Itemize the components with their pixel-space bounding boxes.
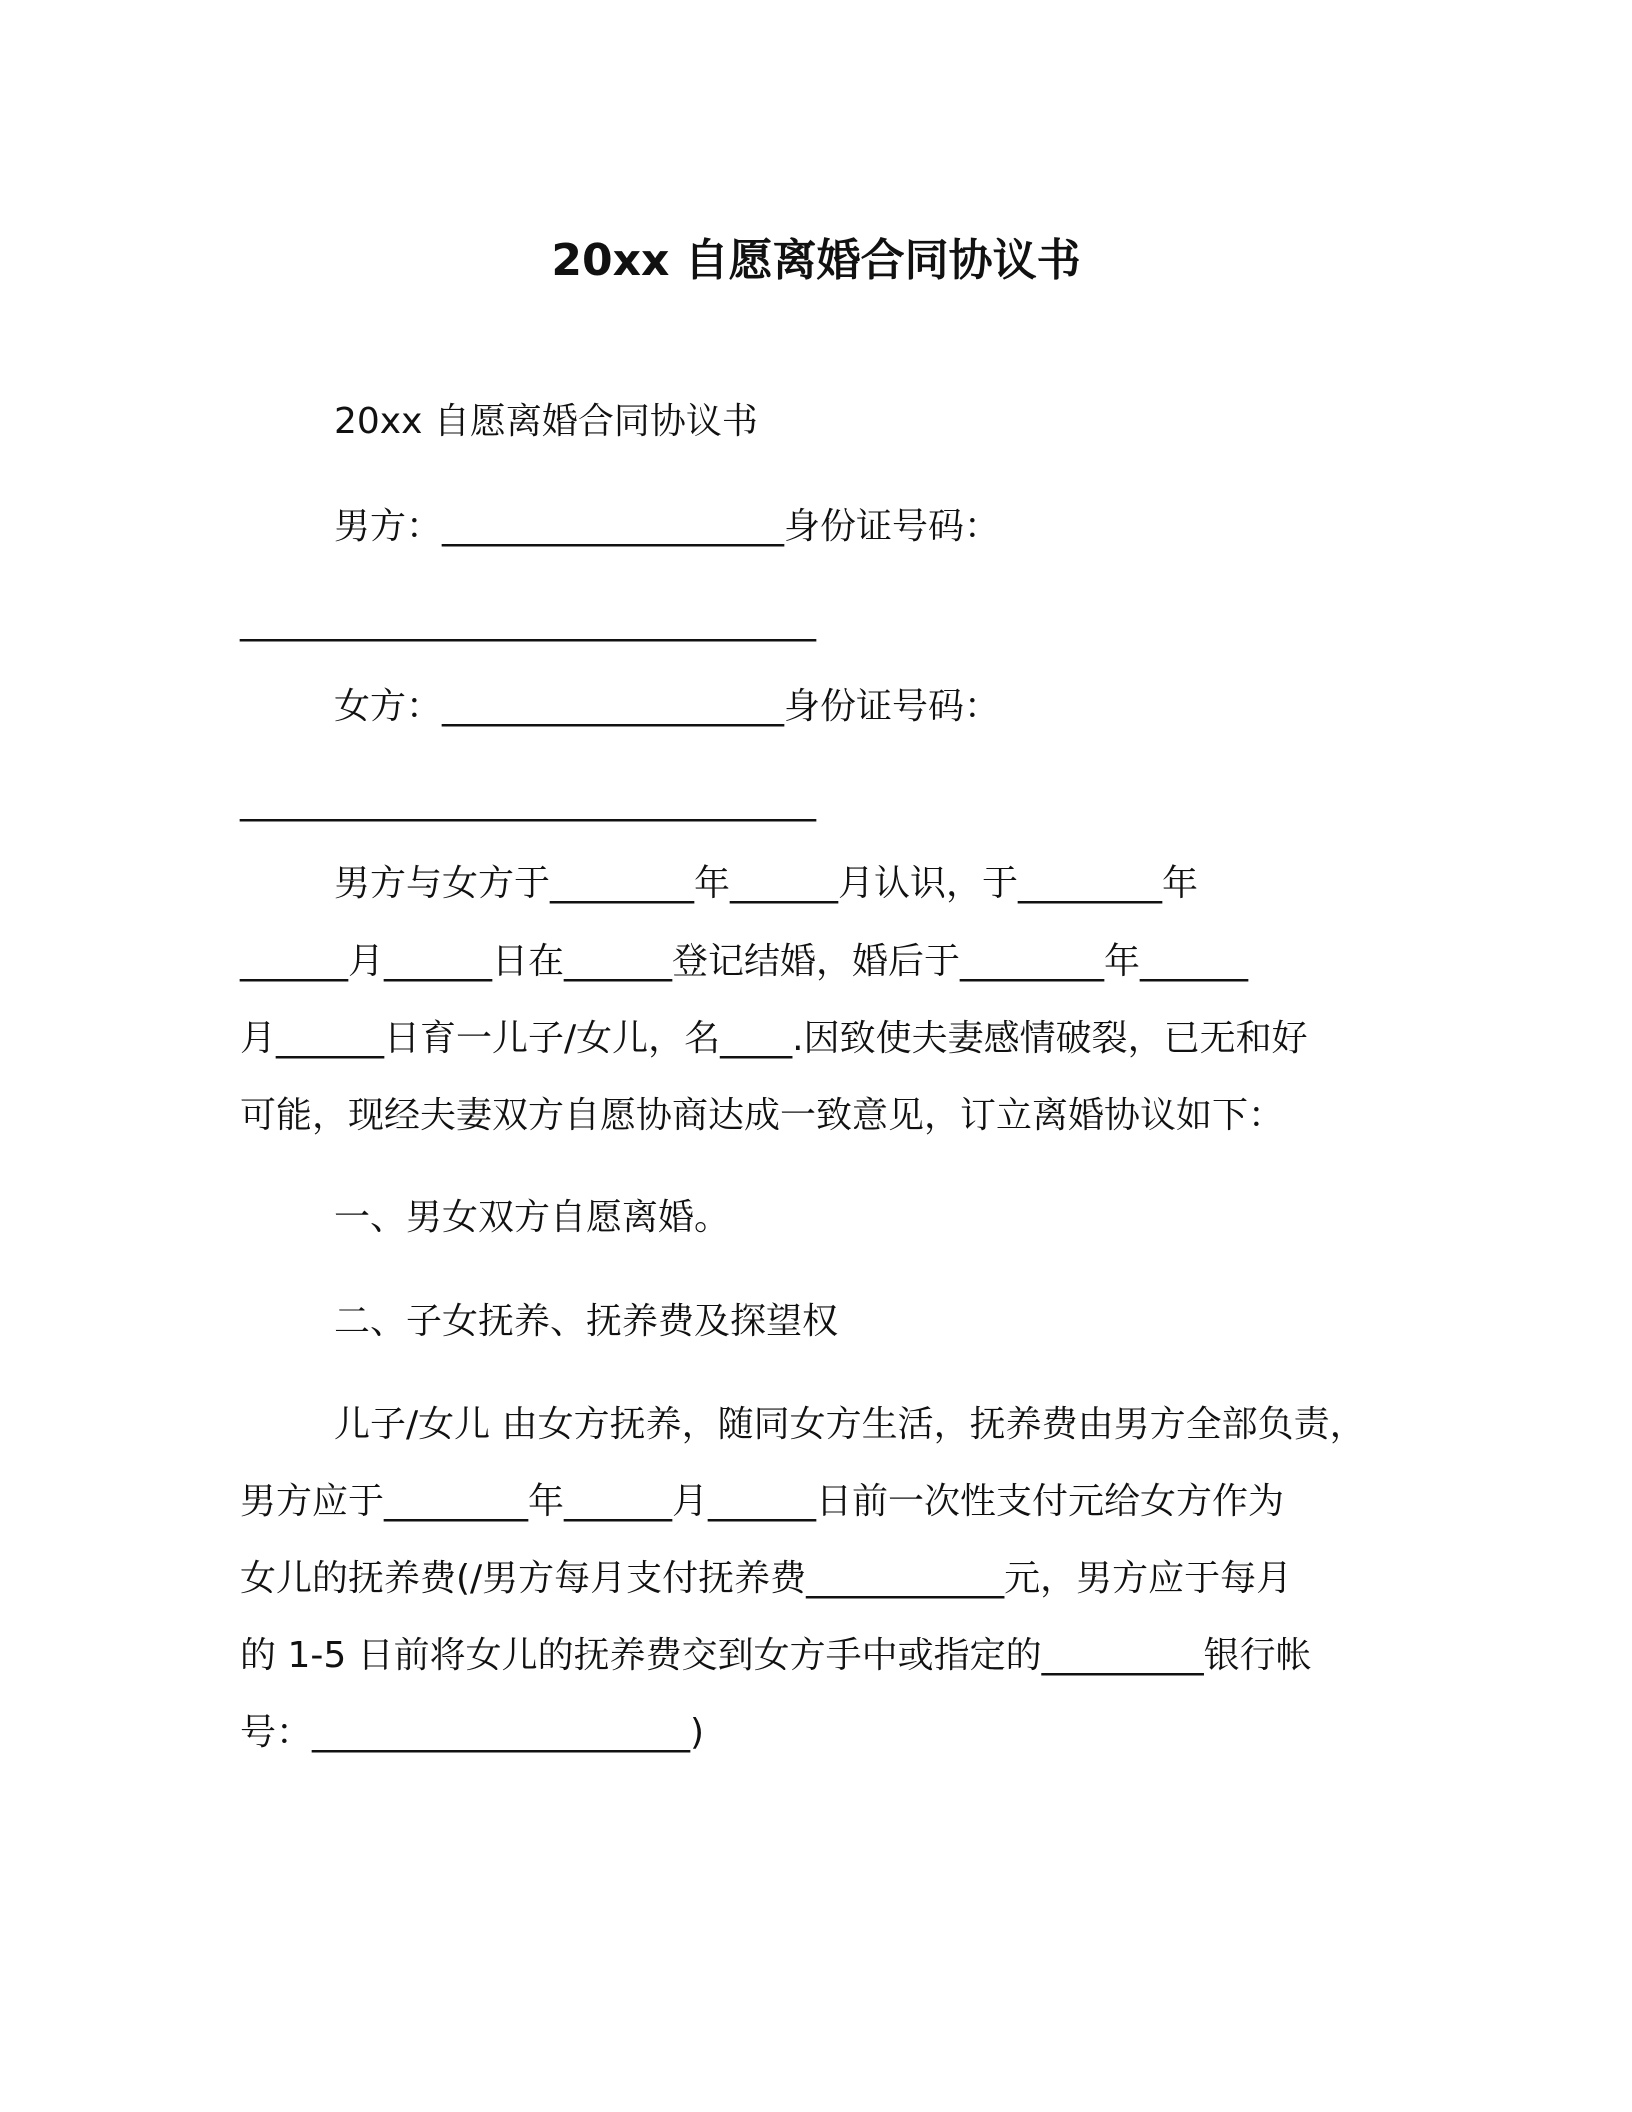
custody-paragraph-line: 男方应于________年______月______日前一次性支付元给女方作为: [240, 1481, 1285, 1522]
custody-paragraph-line: 儿子/女儿 由女方抚养，随同女方生活，抚养费由男方全部负责，: [334, 1404, 1366, 1445]
custody-paragraph-line: 的 1-5 日前将女儿的抚养费交到女方手中或指定的_________银行帐: [240, 1635, 1312, 1676]
body-paragraph-line: 男方与女方于________年______月认识，于________年: [334, 863, 1199, 904]
custody-paragraph-line: 号：_____________________): [240, 1712, 705, 1753]
male-id-blank-line: ________________________________: [240, 601, 816, 642]
body-paragraph-line: 月______日育一儿子/女儿，名____.因致使夫妻感情破裂，已无和好: [240, 1018, 1308, 1059]
document-title: 20xx 自愿离婚合同协议书: [551, 235, 1081, 286]
custody-paragraph-line: 女儿的抚养费(/男方每月支付抚养费___________元，男方应于每月: [240, 1558, 1293, 1599]
body-paragraph-line: 可能，现经夫妻双方自愿协商达成一致意见，订立离婚协议如下：: [240, 1095, 1285, 1136]
body-paragraph-line: ______月______日在______登记结婚，婚后于________年______: [240, 941, 1249, 982]
clause-one: 一、男女双方自愿离婚。: [334, 1197, 731, 1238]
subtitle-line: 20xx 自愿离婚合同协议书: [334, 401, 758, 442]
male-party-line: 男方：___________________身份证号码：: [334, 506, 1001, 547]
clause-two-heading: 二、子女抚养、抚养费及探望权: [334, 1301, 839, 1342]
female-id-blank-line: ________________________________: [240, 781, 816, 822]
female-party-line: 女方：___________________身份证号码：: [334, 686, 1001, 727]
